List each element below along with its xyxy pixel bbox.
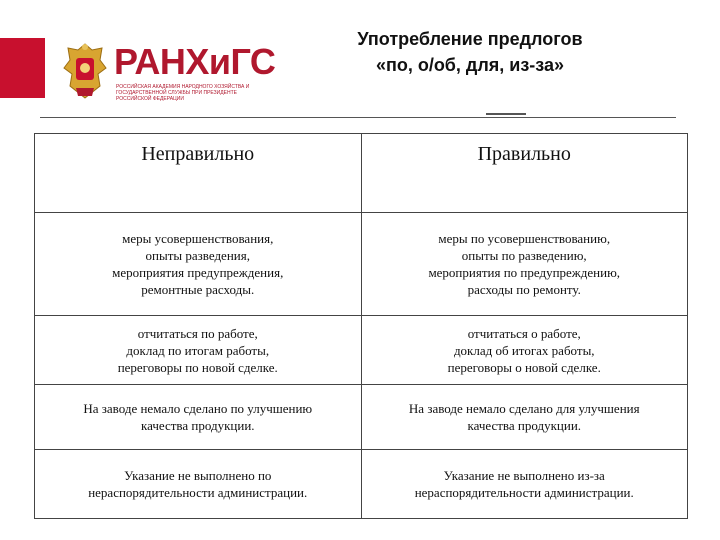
- cell-wrong: [35, 385, 362, 450]
- cell-wrong: [35, 450, 362, 519]
- ranepa-logo: [62, 40, 276, 110]
- logo-wordmark: РАНХиГС: [114, 41, 276, 82]
- cell-text: доклад об итогах работы,: [453, 342, 595, 358]
- header-wrong: Неправильно: [35, 134, 362, 213]
- cell-right: [361, 316, 688, 385]
- title-line-2: «по, о/об, для, из-за»: [375, 55, 565, 75]
- cell-text: качества продукции.: [140, 418, 255, 433]
- cell-text: мероприятия предупреждения,: [112, 265, 284, 280]
- cell-text: На заводе немало сделано для улучшения: [408, 401, 640, 416]
- cell-text: На заводе немало сделано по улучшению: [83, 401, 313, 416]
- header-right: Правильно: [361, 134, 688, 213]
- cell-text: Указание не выполнено из-за: [443, 468, 605, 483]
- cell-text: ремонтные расходы.: [141, 282, 255, 297]
- cell-text: расходы по ремонту.: [467, 282, 581, 297]
- cell-text: Указание не выполнено по: [124, 468, 272, 483]
- comparison-table: [34, 133, 688, 519]
- divider-accent: [486, 113, 526, 115]
- cell-text: переговоры по новой сделке.: [117, 359, 278, 375]
- cell-right: [361, 213, 688, 316]
- table-header-row: [35, 134, 688, 213]
- cell-text: меры усовершенствования,: [122, 231, 274, 246]
- eagle-emblem-icon: [62, 40, 108, 104]
- red-accent-bar: [0, 38, 45, 98]
- cell-text: мероприятия по предупреждению,: [428, 265, 621, 280]
- table-row: [35, 450, 688, 519]
- cell-text: меры по усовершенствованию,: [438, 231, 611, 246]
- divider-line: [40, 117, 676, 118]
- table-row: [35, 213, 688, 316]
- cell-right: [361, 385, 688, 450]
- cell-right: [361, 450, 688, 519]
- cell-text: переговоры о новой сделке.: [447, 359, 601, 375]
- cell-text: нераспорядительности администрации.: [414, 485, 634, 500]
- table-row: [35, 385, 688, 450]
- logo-subtitle: РОССИЙСКАЯ АКАДЕМИЯ НАРОДНОГО ХОЗЯЙСТВА И ГОСУДАРСТВЕННОЙ СЛУЖБЫ ПРИ ПРЕЗИДЕНТЕ РОССИЙСКОЙ ФЕДЕРАЦИИ: [116, 84, 250, 102]
- cell-text: нераспорядительности администрации.: [88, 485, 308, 500]
- slide-title: [300, 26, 640, 78]
- cell-text: качества продукции.: [467, 418, 582, 433]
- cell-text: отчитаться о работе,: [467, 325, 581, 341]
- title-line-1: Употребление предлогов: [357, 29, 583, 49]
- cell-wrong: [35, 316, 362, 385]
- cell-text: доклад по итогам работы,: [126, 342, 270, 358]
- cell-text: опыты по разведению,: [461, 248, 587, 263]
- table-row: [35, 316, 688, 385]
- cell-text: опыты разведения,: [145, 248, 250, 263]
- cell-wrong: [35, 213, 362, 316]
- cell-text: отчитаться по работе,: [137, 325, 258, 341]
